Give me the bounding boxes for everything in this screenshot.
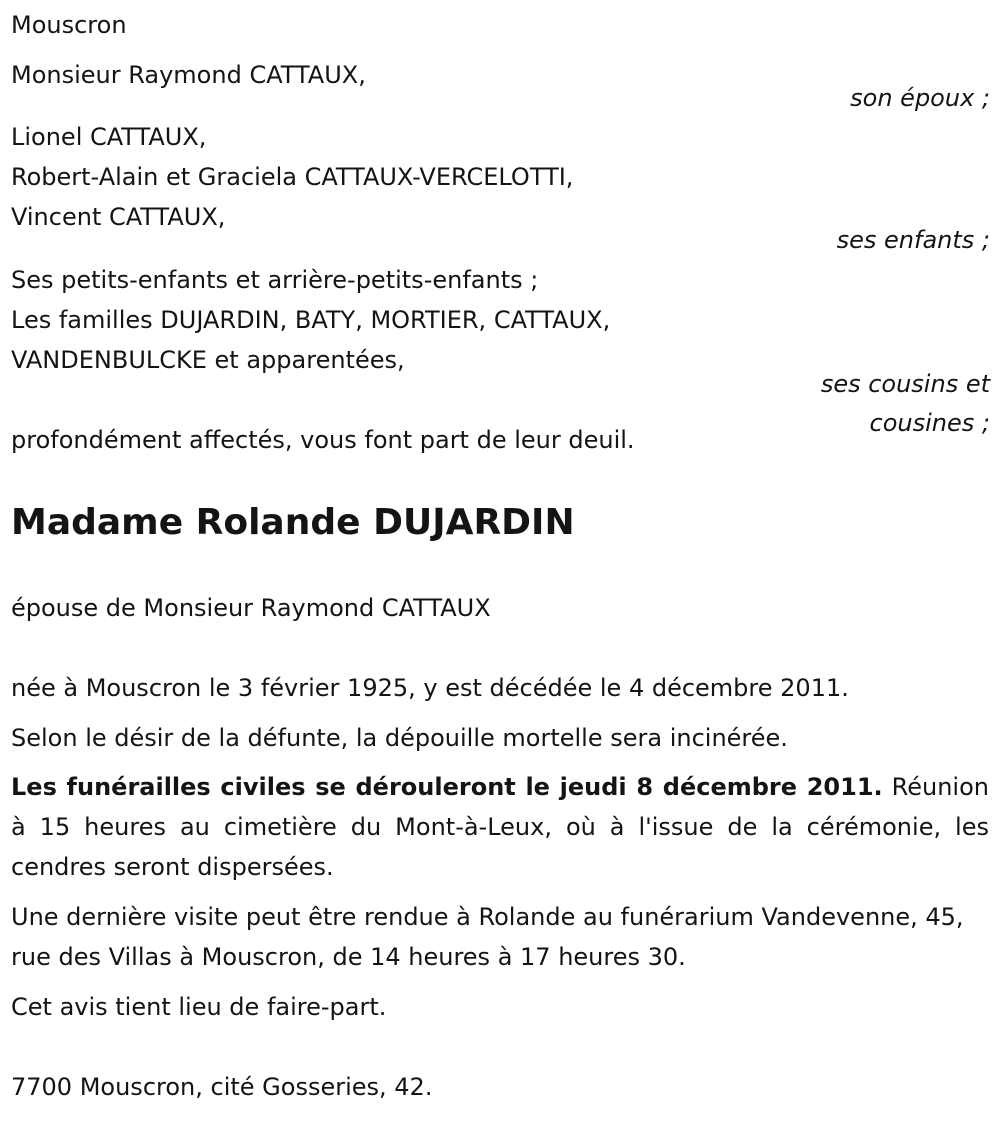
birth-death: née à Mouscron le 3 février 1925, y est décédée le 4 décembre 2011. [11, 674, 849, 702]
notice-statement: Cet avis tient lieu de faire-part. [11, 993, 387, 1021]
husband-relation: son époux ; [850, 84, 990, 112]
family-line: VANDENBULCKE et apparentées, [11, 346, 405, 374]
child-name: Vincent CATTAUX, [11, 203, 226, 231]
city-heading: Mouscron [11, 11, 127, 39]
spouse-of: épouse de Monsieur Raymond CATTAUX [11, 594, 491, 622]
funeral-details: Réunion à 15 heures au cimetière du Mont-à-Leux, où à l'issue de la cérémonie, les cendres seront dispersées. [11, 773, 989, 881]
funeral-date-bold: Les funérailles civiles se dérouleront le jeudi 8 décembre 2011. [11, 773, 883, 801]
cousins-relation-line2: cousines ; [869, 409, 990, 437]
funeral-paragraph [11, 767, 989, 887]
husband-name: Monsieur Raymond CATTAUX, [11, 61, 366, 89]
child-name: Robert-Alain et Graciela CATTAUX-VERCELOTTI, [11, 163, 574, 191]
family-line: Les familles DUJARDIN, BATY, MORTIER, CATTAUX, [11, 306, 611, 334]
wish-statement: Selon le désir de la défunte, la dépouille mortelle sera incinérée. [11, 724, 788, 752]
child-name: Lionel CATTAUX, [11, 123, 207, 151]
visit-paragraph: Une dernière visite peut être rendue à Rolande au funérarium Vandevenne, 45, rue des Villas à Mouscron, de 14 heures à 17 heures 30. [11, 903, 964, 971]
children-relation: ses enfants ; [836, 226, 990, 254]
family-line: Ses petits-enfants et arrière-petits-enfants ; [11, 266, 539, 294]
address: 7700 Mouscron, cité Gosseries, 42. [11, 1073, 433, 1101]
closing-statement: profondément affectés, vous font part de leur deuil. [11, 426, 635, 454]
deceased-name: Madame Rolande DUJARDIN [11, 502, 575, 543]
cousins-relation-line1: ses cousins et [820, 370, 990, 398]
